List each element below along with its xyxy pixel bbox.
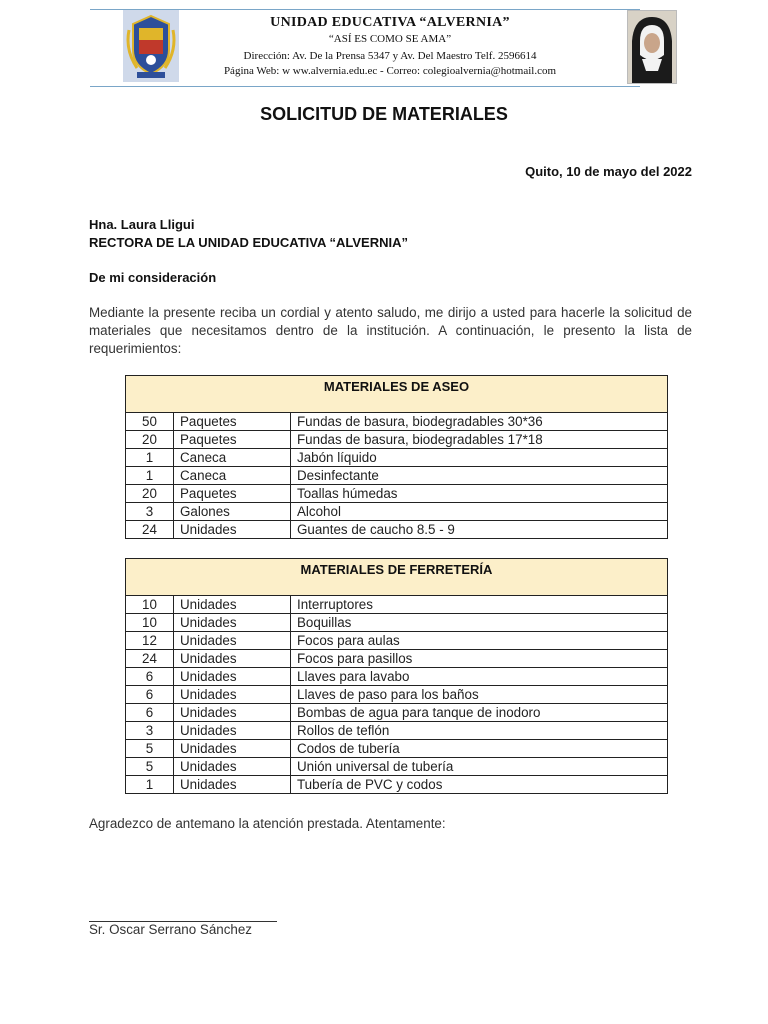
quantity-cell: 5 bbox=[126, 758, 174, 776]
table-heading: MATERIALES DE ASEO bbox=[126, 376, 668, 413]
quantity-cell: 1 bbox=[126, 467, 174, 485]
unit-cell: Unidades bbox=[174, 776, 291, 794]
header-bottom-rule bbox=[90, 86, 640, 87]
table-row bbox=[126, 413, 668, 431]
table-row bbox=[126, 776, 668, 794]
unit-cell: Paquetes bbox=[174, 413, 291, 431]
recipient-block bbox=[89, 216, 408, 252]
nun-portrait-icon bbox=[627, 10, 677, 84]
quantity-cell: 20 bbox=[126, 485, 174, 503]
table-row bbox=[126, 704, 668, 722]
item-cell: Fundas de basura, biodegradables 17*18 bbox=[291, 431, 668, 449]
unit-cell: Caneca bbox=[174, 449, 291, 467]
table-row bbox=[126, 467, 668, 485]
table-row bbox=[126, 758, 668, 776]
intro-paragraph: Mediante la presente reciba un cordial y atento saludo, me dirijo a usted para hacerle la solicitud de materiales que necesitamos dentro de la institución. A continuación, le presento la lista de requerimientos: bbox=[89, 305, 692, 356]
item-cell: Boquillas bbox=[291, 614, 668, 632]
table-row bbox=[126, 632, 668, 650]
unit-cell: Unidades bbox=[174, 596, 291, 614]
item-cell: Fundas de basura, biodegradables 30*36 bbox=[291, 413, 668, 431]
school-web-email: Página Web: w ww.alvernia.edu.ec - Correo: colegioalvernia@hotmail.com bbox=[223, 65, 557, 77]
unit-cell: Unidades bbox=[174, 650, 291, 668]
document-title: SOLICITUD DE MATERIALES bbox=[260, 104, 508, 124]
quantity-cell: 10 bbox=[126, 596, 174, 614]
item-cell: Rollos de teflón bbox=[291, 722, 668, 740]
quantity-cell: 1 bbox=[126, 449, 174, 467]
item-cell: Desinfectante bbox=[291, 467, 668, 485]
item-cell: Interruptores bbox=[291, 596, 668, 614]
table-row bbox=[126, 668, 668, 686]
hardware-materials-table bbox=[125, 558, 668, 794]
table-row bbox=[126, 740, 668, 758]
item-cell: Alcohol bbox=[291, 503, 668, 521]
quantity-cell: 5 bbox=[126, 740, 174, 758]
item-cell: Tubería de PVC y codos bbox=[291, 776, 668, 794]
item-cell: Jabón líquido bbox=[291, 449, 668, 467]
unit-cell: Unidades bbox=[174, 614, 291, 632]
quantity-cell: 3 bbox=[126, 722, 174, 740]
table-row bbox=[126, 614, 668, 632]
unit-cell: Unidades bbox=[174, 758, 291, 776]
table-row bbox=[126, 503, 668, 521]
item-cell: Focos para pasillos bbox=[291, 650, 668, 668]
unit-cell: Unidades bbox=[174, 722, 291, 740]
table-row bbox=[126, 722, 668, 740]
recipient-name: Hna. Laura Lligui bbox=[89, 217, 195, 232]
unit-cell: Unidades bbox=[174, 704, 291, 722]
unit-cell: Paquetes bbox=[174, 485, 291, 503]
signature-name: Sr. Oscar Serrano Sánchez bbox=[89, 922, 252, 937]
unit-cell: Unidades bbox=[174, 740, 291, 758]
table-row bbox=[126, 485, 668, 503]
quantity-cell: 3 bbox=[126, 503, 174, 521]
item-cell: Codos de tubería bbox=[291, 740, 668, 758]
school-name: UNIDAD EDUCATIVA “ALVERNIA” bbox=[270, 15, 510, 30]
item-cell: Llaves para lavabo bbox=[291, 668, 668, 686]
item-cell: Guantes de caucho 8.5 - 9 bbox=[291, 521, 668, 539]
table-row bbox=[126, 650, 668, 668]
item-cell: Llaves de paso para los baños bbox=[291, 686, 668, 704]
unit-cell: Caneca bbox=[174, 467, 291, 485]
table-row bbox=[126, 431, 668, 449]
item-cell: Unión universal de tubería bbox=[291, 758, 668, 776]
unit-cell: Unidades bbox=[174, 521, 291, 539]
quantity-cell: 6 bbox=[126, 704, 174, 722]
quantity-cell: 50 bbox=[126, 413, 174, 431]
greeting: De mi consideración bbox=[89, 270, 217, 285]
document-date: Quito, 10 de mayo del 2022 bbox=[525, 164, 692, 179]
quantity-cell: 24 bbox=[126, 650, 174, 668]
quantity-cell: 6 bbox=[126, 686, 174, 704]
unit-cell: Unidades bbox=[174, 686, 291, 704]
unit-cell: Galones bbox=[174, 503, 291, 521]
item-cell: Focos para aulas bbox=[291, 632, 668, 650]
quantity-cell: 10 bbox=[126, 614, 174, 632]
table-row bbox=[126, 686, 668, 704]
quantity-cell: 6 bbox=[126, 668, 174, 686]
cleaning-materials-table bbox=[125, 375, 668, 539]
table-row bbox=[126, 596, 668, 614]
school-motto: “ASÍ ES COMO SE AMA” bbox=[328, 33, 452, 45]
recipient-position: RECTORA DE LA UNIDAD EDUCATIVA “ALVERNIA” bbox=[89, 235, 408, 250]
item-cell: Bombas de agua para tanque de inodoro bbox=[291, 704, 668, 722]
closing-line: Agradezco de antemano la atención prestada. Atentamente: bbox=[89, 816, 446, 831]
quantity-cell: 1 bbox=[126, 776, 174, 794]
item-cell: Toallas húmedas bbox=[291, 485, 668, 503]
table-row bbox=[126, 449, 668, 467]
table-row bbox=[126, 521, 668, 539]
unit-cell: Unidades bbox=[174, 632, 291, 650]
table-heading: MATERIALES DE FERRETERÍA bbox=[126, 559, 668, 596]
unit-cell: Unidades bbox=[174, 668, 291, 686]
school-address: Dirección: Av. De la Prensa 5347 y Av. Del Maestro Telf. 2596614 bbox=[243, 50, 537, 62]
unit-cell: Paquetes bbox=[174, 431, 291, 449]
quantity-cell: 24 bbox=[126, 521, 174, 539]
quantity-cell: 20 bbox=[126, 431, 174, 449]
quantity-cell: 12 bbox=[126, 632, 174, 650]
